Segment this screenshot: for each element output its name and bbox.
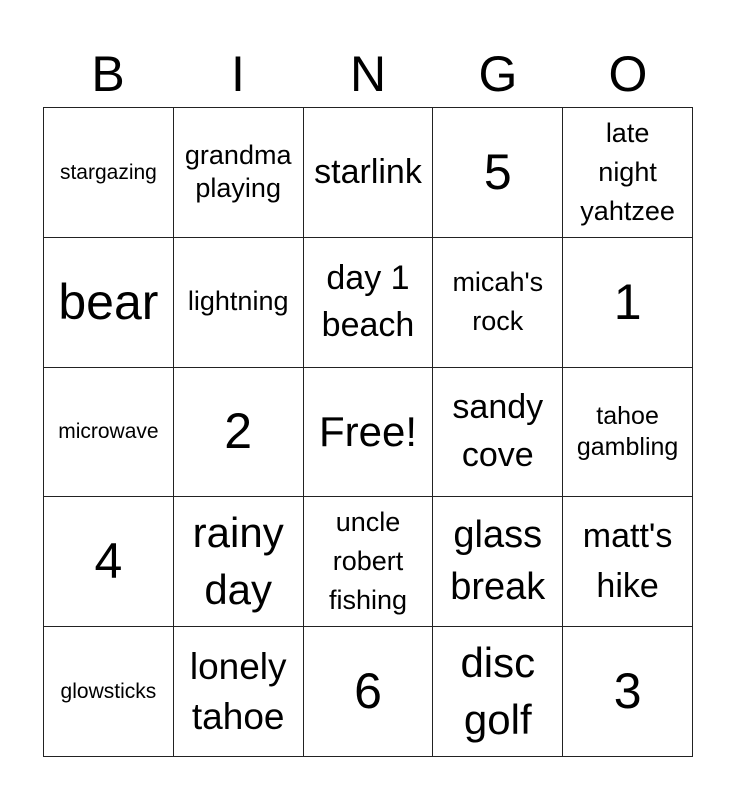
bingo-cell[interactable] bbox=[304, 497, 434, 627]
cell-text: tahoe gambling bbox=[576, 401, 679, 461]
bingo-cell[interactable] bbox=[563, 238, 693, 368]
cell-text: day 1 beach bbox=[321, 258, 415, 345]
free-space-text: Free! bbox=[318, 407, 417, 455]
bingo-cell[interactable] bbox=[563, 627, 693, 757]
cell-text: late night yahtzee bbox=[580, 117, 675, 226]
bingo-cell[interactable] bbox=[433, 108, 563, 238]
bingo-cell[interactable] bbox=[174, 497, 304, 627]
cell-text: 5 bbox=[483, 143, 512, 200]
bingo-cell[interactable] bbox=[304, 627, 434, 757]
bingo-cell[interactable] bbox=[44, 238, 174, 368]
cell-text: disc golf bbox=[460, 638, 536, 743]
bingo-cell[interactable] bbox=[174, 368, 304, 498]
bingo-cell[interactable] bbox=[433, 238, 563, 368]
cell-text: 1 bbox=[613, 273, 642, 330]
cell-text: matt's hike bbox=[582, 517, 673, 605]
header-letter-b: B bbox=[91, 46, 125, 102]
cell-text: 2 bbox=[224, 403, 253, 460]
cell-text: glass break bbox=[450, 514, 546, 608]
cell-text: sandy cove bbox=[452, 388, 544, 474]
bingo-cell[interactable] bbox=[44, 627, 174, 757]
cell-text: grandma playing bbox=[184, 139, 292, 204]
bingo-header bbox=[43, 40, 693, 108]
bingo-cell[interactable] bbox=[563, 497, 693, 627]
header-letter-g: G bbox=[478, 46, 518, 102]
bingo-cell[interactable] bbox=[44, 368, 174, 498]
cell-text: 4 bbox=[94, 533, 123, 590]
cell-text: rainy day bbox=[192, 509, 284, 613]
bingo-cell[interactable] bbox=[433, 368, 563, 498]
cell-text: 3 bbox=[613, 663, 642, 720]
bingo-cell[interactable] bbox=[174, 627, 304, 757]
header-letter-n: N bbox=[349, 46, 387, 102]
bingo-cell[interactable] bbox=[44, 497, 174, 627]
cell-text: stargazing bbox=[59, 160, 157, 184]
header-letter-o: O bbox=[608, 46, 648, 102]
bingo-cell[interactable] bbox=[563, 368, 693, 498]
cell-text: lightning bbox=[187, 286, 289, 317]
bingo-cell[interactable] bbox=[174, 108, 304, 238]
bingo-cell[interactable] bbox=[433, 627, 563, 757]
cell-text: 6 bbox=[354, 663, 382, 720]
bingo-cell[interactable] bbox=[304, 238, 434, 368]
bingo-cell free-cell[interactable] bbox=[304, 368, 434, 498]
cell-text: lonely tahoe bbox=[189, 645, 287, 737]
cell-text: uncle robert fishing bbox=[328, 507, 408, 616]
bingo-cell[interactable] bbox=[304, 108, 434, 238]
header-letter-i: I bbox=[231, 46, 245, 102]
bingo-cell[interactable] bbox=[44, 108, 174, 238]
cell-text: starlink bbox=[314, 152, 422, 191]
cell-text: bear bbox=[58, 273, 159, 330]
bingo-board bbox=[43, 107, 693, 757]
bingo-cell[interactable] bbox=[563, 108, 693, 238]
cell-text: microwave bbox=[58, 420, 159, 444]
cell-text: micah's rock bbox=[452, 267, 544, 337]
cell-text: glowsticks bbox=[60, 680, 157, 703]
bingo-cell[interactable] bbox=[433, 497, 563, 627]
bingo-cell[interactable] bbox=[174, 238, 304, 368]
